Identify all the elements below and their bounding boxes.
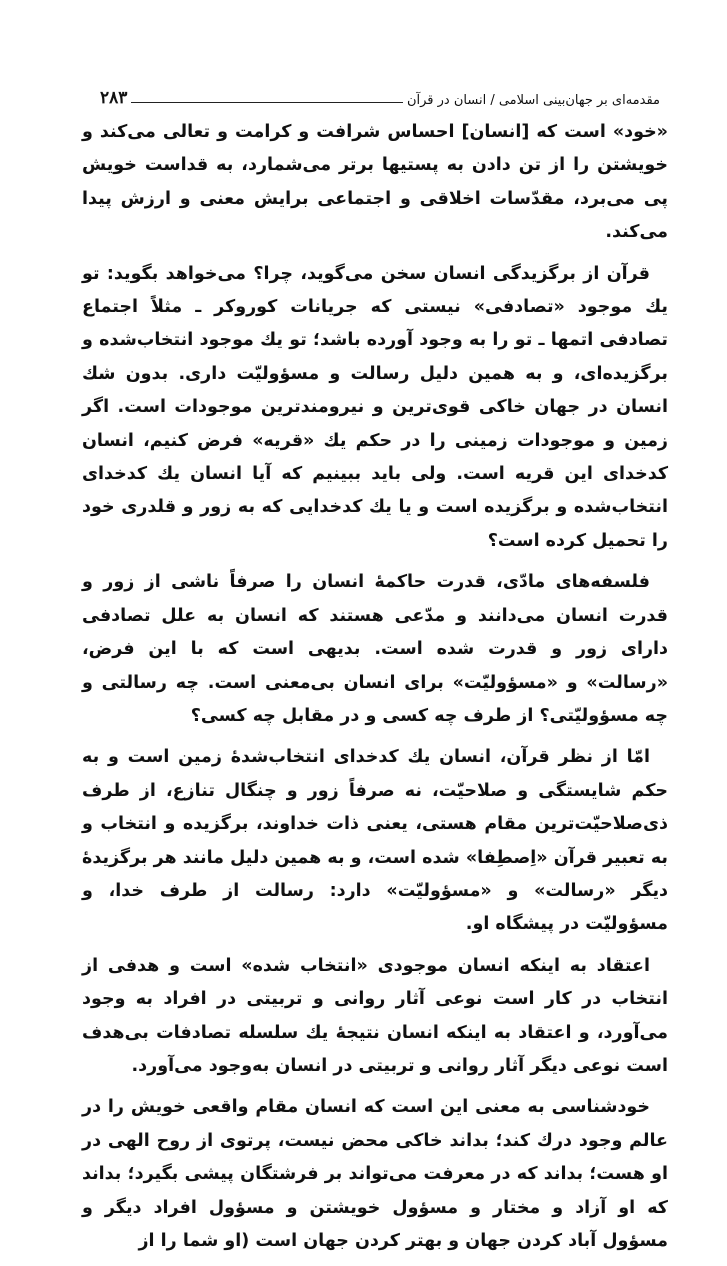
paragraph: امّا از نظر قرآن، انسان یك کدخدای انتخاب‌شدهٔ زمین است و به حکم شایستگی و صلاحیّت، نه صرفاً زور و چنگال تنازع، از طرف ذی‌صلاحیّت‌ترین مقام هستی، یعنی ذات خداوند، برگزیده و انتخاب و به تعبیر قرآن «اِصطِفا» شده است، و به همین دلیل مانند هر برگزیدهٔ دیگر «رسالت» و «مسؤولیّت» دارد: رسالت از طرف خدا، و مسؤولیّت در پیشگاه او. <box>82 747 668 935</box>
page-number: ۲۸۳ <box>100 88 128 108</box>
running-header-rule <box>131 102 403 103</box>
paragraph: «خود» است که [انسان] احساس شرافت و کرامت و تعالی می‌کند و خویشتن را از تن دادن به پستیها برتر می‌شمارد، به قداست خویش پی می‌برد، مقدّسات اخلاقی و اجتماعی برایش معنی و ارزش پیدا می‌کند. <box>82 122 668 243</box>
paragraph: فلسفه‌های مادّی، قدرت حاکمهٔ انسان را صرفاً ناشی از زور و قدرت انسان می‌دانند و مدّعی هستند که انسان به علل تصادفی دارای زور و قدرت شده است. بدیهی است که با این فرض، «رسالت» و «مسؤولیّت» برای انسان بی‌معنی است. چه رسالتی و چه مسؤولیّتی؟ از طرف چه کسی و در مقابل چه کسی؟ <box>82 572 668 726</box>
running-header <box>100 86 660 108</box>
paragraph: قرآن از برگزیدگی انسان سخن می‌گوید، چرا؟ می‌خواهد بگوید: تو یك موجود «تصادفی» نیستی که جریانات کورو‌کر ـ مثلاً اجتماع تصادفی اتمها ـ تو را به وجود آورده باشد؛ تو یك موجود انتخاب‌شده و برگزیده‌ای، و به همین دلیل رسالت و مسؤولیّت داری. بدون شك انسان در جهان خاکی قوی‌ترین و نیرومندترین موجودات است. اگر زمین و موجودات زمینی را در حکم یك «قریه» فرض کنیم، انسان کدخدای این قریه است. ولی باید ببینیم که آیا انسان یك کدخدای انتخاب‌شده و برگزیده است و یا یك کدخدایی که به زور و قلدری خود را تحمیل کرده است؟ <box>82 263 668 551</box>
running-header-title: مقدمه‌ای بر جهان‌بینی اسلامی / انسان در قرآن <box>406 93 660 108</box>
paragraph: خودشناسی به معنی این است که انسان مقام واقعی خویش را در عالم وجود درك کند؛ بداند خاکی محض نیست، پرتوی از روح الهی در او هست؛ بداند که در معرفت می‌تواند بر فرشتگان پیشی بگیرد؛ بداند که او آزاد و مختار و مسؤول خویشتن و مسؤول افراد دیگر و مسؤول آباد کردن جهان و بهتر کردن جهان است (او شما را از <box>82 1097 668 1251</box>
paragraph: اعتقاد به اینکه انسان موجودی «انتخاب شده» است و هدفی از انتخاب در کار است نوعی آثار روانی و تربیتی در افراد به وجود می‌آورد، و اعتقاد به اینکه انسان نتیجهٔ یك سلسله تصادفات بی‌هدف است نوعی دیگر آثار روانی و تربیتی در انسان به‌وجود می‌آورد. <box>82 955 668 1076</box>
body-text <box>82 116 668 1266</box>
